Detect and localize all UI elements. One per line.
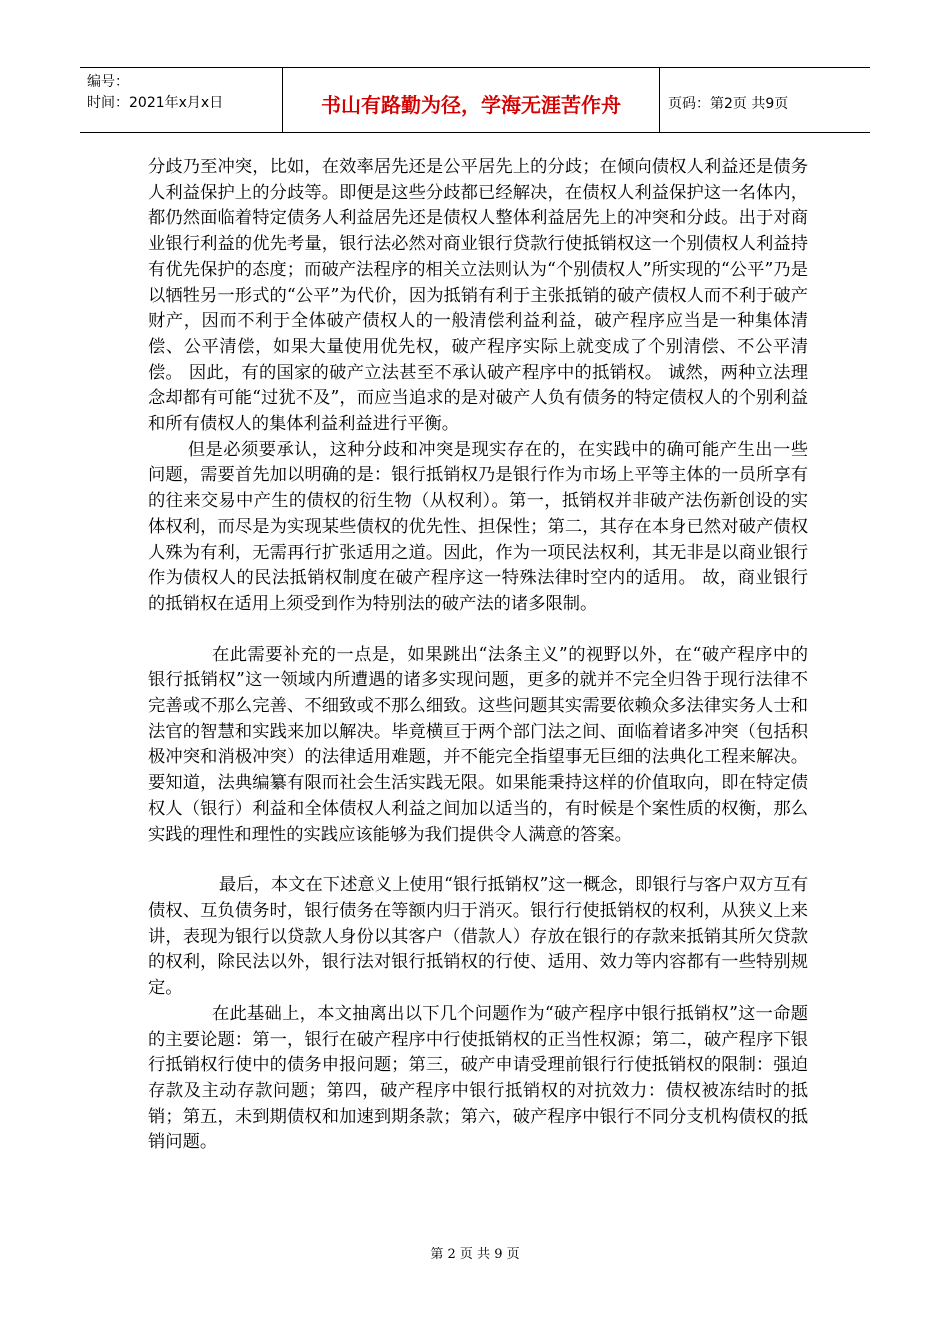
header-table: [80, 67, 870, 133]
paragraph-gap: [148, 848, 808, 873]
paragraph-1: 分歧乃至冲突，比如，在效率居先还是公平居先上的分歧；在倾向债权人利益还是债务人利益保护上的分歧等。即便是这些分歧都已经解决，在债权人利益保护这一名体内，都仍然面临着特定债务人利益居先还是债权人整体利益居先上的冲突和分歧。出于对商业银行利益的优先考量，银行法必然对商业银行贷款行使抵销权这一个别债权人利益持有优先保护的态度；而破产法程序的相关立法则认为“个别债权人”所实现的“公平”乃是以牺牲另一形式的“公平”为代价，因为抵销有利于主张抵销的破产债权人而不利于破产财产，因而不利于全体破产债权人的一般清偿利益利益，破产程序应当是一种集体清偿、公平清偿，如果大量使用优先权，破产程序实际上就变成了个别清偿、不公平清偿。 因此，有的国家的破产立法甚至不承认破产程序中的抵销权。 诚然，两种立法理念却都有可能“过犹不及”，而应当追求的是对破产人负有债务的特定债权人的个别利益和所有债权人的集体利益利益进行平衡。: [148, 157, 808, 435]
paragraph-2: 但是必须要承认，这种分歧和冲突是现实存在的，在实践中的确可能产生出一些问题，需要首先加以明确的是：银行抵销权乃是银行作为市场上平等主体的一员所享有的往来交易中产生的债权的衍生物（从权利）。第一，抵销权并非破产法伤新创设的实体权利，而尽是为实现某些债权的优先性、担保性；第二，其存在本身已然对破产债权人殊为有利，无需再行扩张适用之道。因此，作为一项民法权利，其无非是以商业银行作为债权人的民法抵销权制度在破产程序这一特殊法律时空内的适用。 故，商业银行的抵销权在适用上须受到作为特别法的破产法的诸多限制。: [148, 439, 808, 614]
document-body: [148, 155, 808, 1156]
document-number-label: 编号：: [87, 74, 129, 90]
header-motto: 书山有路勤为径，学海无涯苦作舟: [283, 68, 660, 132]
page-footer: 第 2 页 共 9 页: [430, 1247, 520, 1262]
paragraph-4: 最后，本文在下述意义上使用“银行抵销权”这一概念，即银行与客户双方互有债权、互负债务时，银行债务在等额内归于消灭。银行行使抵销权的权利，从狭义上来讲，表现为银行以贷款人身份以其客户（借款人）存放在银行的存款来抵销其所欠贷款的权利，除民法以外，银行法对银行抵销权的行使、适用、效力等内容都有一些特别规定。: [148, 875, 808, 999]
header-meta: [80, 68, 283, 132]
document-time-label: 时间：2021年x月x日: [87, 95, 224, 111]
paragraph-3: 在此需要补充的一点是，如果跳出“法条主义”的视野以外，在“破产程序中的银行抵销权”这一领域内所遭遇的诸多实现问题，更多的就并不完全归咎于现行法律不完善或不那么完善、不细致或不那么细致。这些问题其实需要依赖众多法律实务人士和法官的智慧和实践来加以解决。毕竟横亘于两个部门法之间、面临着诸多冲突（包括积极冲突和消极冲突）的法律适用难题，并不能完全指望事无巨细的法典化工程来解决。要知道，法典编纂有限而社会生活实践无限。如果能秉持这样的价值取向，即在特定债权人（银行）利益和全体债权人利益之间加以适当的，有时候是个案性质的权衡，那么实践的理性和理性的实践应该能够为我们提供令人满意的答案。: [148, 644, 808, 845]
paragraph-5: 在此基础上，本文抽离出以下几个问题作为“破产程序中银行抵销权”这一命题的主要论题：第一，银行在破产程序中行使抵销权的正当性权源；第二，破产程序下银行抵销权行使中的债务申报问题；第三，破产申请受理前银行行使抵销权的限制：强迫存款及主动存款问题；第四，破产程序中银行抵销权的对抗效力：债权被冻结时的抵销；第五，未到期债权和加速到期条款；第六，破产程序中银行不同分支机构债权的抵销问题。: [148, 1003, 808, 1153]
paragraph-gap: [148, 618, 808, 643]
header-page-label: 页码：第2页 共9页: [668, 96, 789, 112]
